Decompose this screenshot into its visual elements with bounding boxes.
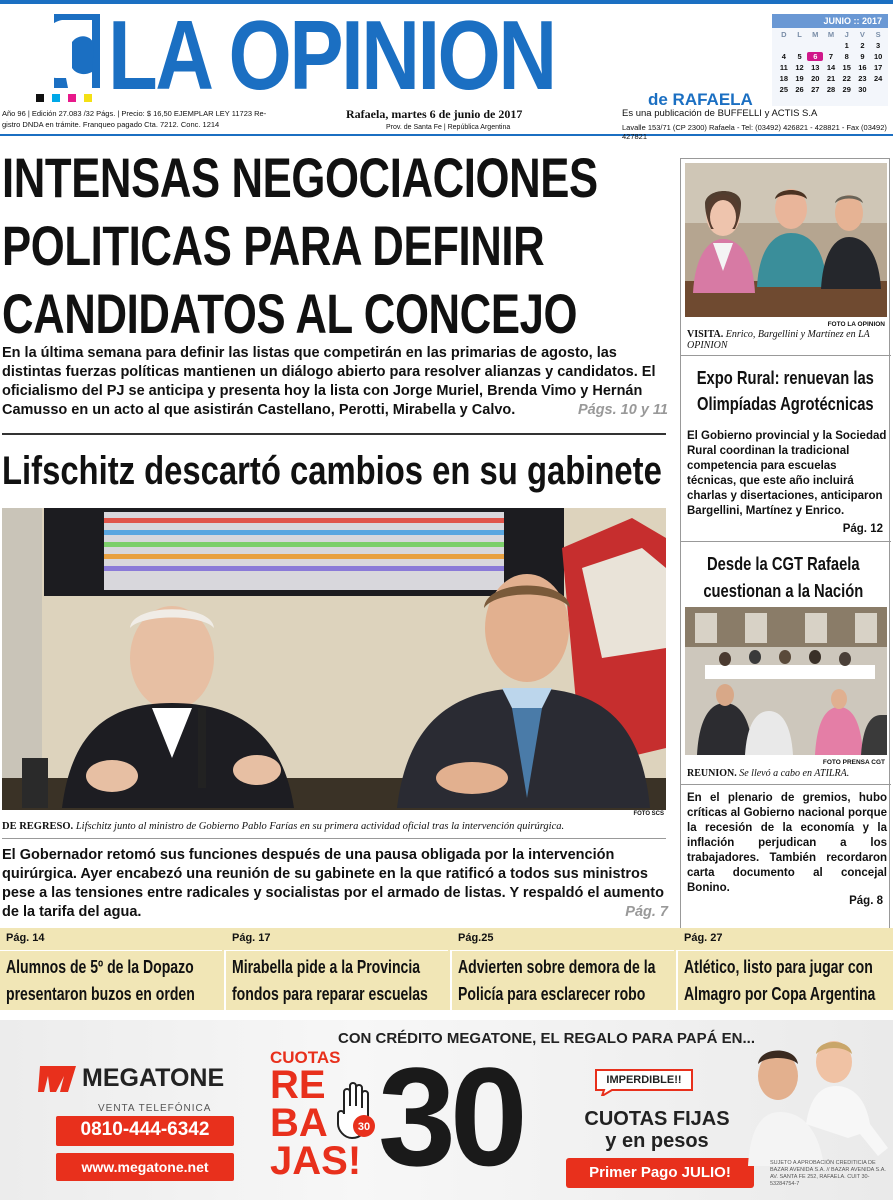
calendar-day: 15 — [842, 63, 851, 72]
calendar-day: 4 — [781, 52, 786, 61]
photo-visita — [685, 163, 887, 317]
main-headline-line: CANDIDATOS AL CONCEJO — [2, 282, 578, 345]
calendar-day-of-week: M — [812, 30, 819, 39]
calendar-day-of-week: V — [859, 30, 865, 39]
teaser-bar — [0, 928, 893, 1010]
teaser-title-line: Mirabella pide a la Provincia — [232, 957, 421, 977]
hand-icon — [334, 1080, 382, 1140]
address-line: Lavalle 153/71 (CP 2300) Rafaela - Tel: (03492) 426821 - 428821 - Fax (03492) 427821 — [622, 123, 887, 141]
calendar-day: 20 — [811, 74, 820, 83]
calendar-day: 19 — [795, 74, 804, 83]
calendar-day: 7 — [828, 52, 834, 61]
caption-lead: VISITA. — [687, 329, 724, 340]
divider — [681, 355, 891, 356]
teaser-title — [232, 954, 450, 1008]
issue-date: Rafaela, martes 6 de junio de 2017 — [346, 107, 523, 121]
ad-cuotas-label: CUOTAS — [270, 1048, 341, 1067]
calendar — [772, 14, 888, 106]
photo-caption — [687, 768, 887, 779]
calendar-day: 28 — [826, 85, 836, 94]
cgt-body: En el plenario de gremios, hubo críticas al Gobierno nacional porque la recesión de la economía y la inflación perjudican a los trabajadores. También recordaron carta documento al concejal Bonino. — [687, 792, 887, 894]
divider — [226, 950, 448, 951]
edition-line-2: gistro DNDA en trámite. Franqueo pagado Cta. 7212. Conc. 1214 — [2, 120, 220, 129]
calendar-day: 25 — [779, 85, 789, 94]
photo-caption — [2, 821, 666, 832]
teaser-title-line: Advierten sobre demora de la — [458, 957, 656, 977]
second-headline[interactable]: Lifschitz descartó cambios en su gabinete — [2, 449, 662, 493]
teaser-page: Pág. 17 — [232, 932, 271, 944]
publisher-line: Es una publicación de BUFFELLI y ACTIS S.A — [622, 108, 818, 119]
calendar-day: 9 — [860, 52, 865, 61]
ad-rebajas-line: RE — [270, 1063, 326, 1107]
teaser-title-line: Policía para esclarecer robo — [458, 984, 646, 1004]
calendar-day: 27 — [811, 85, 820, 94]
ad-fijas-line: y en pesos — [605, 1130, 709, 1152]
calendar-day: 12 — [795, 63, 804, 72]
newspaper-title: LA OPINION — [108, 0, 555, 110]
photo-governor-illustration — [2, 508, 666, 810]
calendar-day-of-week: D — [781, 30, 787, 39]
caption-text: Se llevó a cabo en ATILRA. — [736, 768, 850, 779]
calendar-day — [792, 41, 808, 50]
teaser-title-line: presentaron buzos en orden — [6, 984, 195, 1004]
teaser-page: Pág.25 — [458, 932, 494, 944]
calendar-day: 16 — [858, 63, 867, 72]
calendar-day: 22 — [842, 74, 851, 83]
cgt-headline[interactable]: Desde la CGT Rafaela cuestionan a la Nación — [703, 554, 864, 601]
ad-rebajas-line: JAS! — [270, 1139, 362, 1183]
calendar-day: 11 — [779, 63, 788, 72]
second-lead-text: El Gobernador retomó sus funciones después de una pausa obligada por la intervención quirúrgica. Ayer encabezó una reunión de su gabinete en la que ratificó a todos sus ministros pese a las tensiones entre radicales y socialistas por el armado de listas. Y respaldó el aumento de la tarifa del agua. — [2, 847, 664, 920]
calendar-day: 24 — [873, 74, 883, 83]
calendar-day: 5 — [797, 52, 802, 61]
calendar-day: 3 — [876, 41, 881, 50]
divider — [0, 950, 222, 951]
divider — [678, 950, 893, 951]
main-headline-line: POLITICAS PARA DEFINIR — [2, 214, 545, 277]
calendar-day-of-week: J — [844, 30, 849, 39]
calendar-day: 21 — [826, 74, 836, 83]
divider — [681, 541, 891, 542]
photo-visita-illustration — [685, 163, 887, 317]
ad-top-line: CON CRÉDITO MEGATONE, EL REGALO PARA PAPÁ EN... — [338, 1030, 755, 1047]
ad-imperdible: IMPERDIBLE!! — [606, 1074, 682, 1086]
caption-lead: DE REGRESO. — [2, 821, 74, 832]
calendar-day: 29 — [842, 85, 851, 94]
ad-phone[interactable]: 0810-444-6342 — [56, 1116, 234, 1146]
teaser-title-line: fondos para reparar escuelas — [232, 984, 428, 1004]
megatone-ad[interactable] — [0, 1020, 893, 1200]
main-lead-text: En la última semana para definir las listas que competirán en las primarias de agosto, las distintas fuerzas políticas mantienen un diálogo abierto para resolver alianzas y candidatos. El oficialismo del PJ se anticipa y presenta hoy la lista con Jorge Muriel, Brenda Vimo y Hernán Camusso en un acto al que asistirán Castellano, Perotti, Mirabella y Calvo. — [2, 345, 656, 418]
teaser-title-line: Alumnos de 5º de la Dopazo — [6, 957, 194, 977]
calendar-day: 10 — [873, 52, 883, 61]
teaser-title — [458, 954, 676, 1008]
teaser-item[interactable] — [226, 928, 448, 1010]
main-headline[interactable] — [2, 144, 681, 348]
teaser-item[interactable] — [452, 928, 674, 1010]
hand-number: 30 — [357, 1121, 371, 1133]
calendar-day: 14 — [826, 63, 836, 72]
teaser-page: Pág. 27 — [684, 932, 723, 944]
teaser-page: Pág. 14 — [6, 932, 45, 944]
divider — [681, 784, 891, 785]
teaser-title — [6, 954, 224, 1008]
ad-big-number: 30 — [378, 1038, 522, 1195]
photo-credit: FOTO PRENSA CGT — [822, 759, 885, 766]
photo-reunion — [685, 607, 887, 755]
calendar-day: 30 — [858, 85, 867, 94]
calendar-day-of-week: S — [875, 30, 881, 39]
calendar-day-of-week: L — [797, 30, 802, 39]
father-child-photo — [748, 1028, 893, 1166]
calendar-day — [807, 41, 823, 50]
edition-line-1: Año 96 | Edición 27.083 /32 Págs. | Precio: $ 16,50 EJEMPLAR LEY 11723 Re- — [2, 109, 267, 118]
ad-rebajas-line: BA — [270, 1101, 328, 1145]
teaser-title-line: Atlético, listo para jugar con — [684, 957, 873, 977]
photo-credit: FOTO LA OPINION — [827, 321, 885, 328]
calendar-day: 1 — [844, 41, 849, 50]
calendar-day: 13 — [811, 63, 820, 72]
divider — [2, 838, 666, 839]
divider — [452, 950, 674, 951]
masthead — [0, 0, 893, 110]
ad-fijas-line: CUOTAS FIJAS — [584, 1108, 730, 1130]
second-story-lead — [2, 846, 668, 922]
caption-text: Lifschitz junto al ministro de Gobierno Pablo Farías en su primera actividad oficial tras la intervención quirúrgica. — [73, 821, 565, 832]
photo-reunion-illustration — [685, 607, 887, 755]
calendar-day: 26 — [795, 85, 804, 94]
expo-rural-headline[interactable]: Expo Rural: renuevan las Olimpíadas Agrotécnicas — [696, 368, 874, 414]
ad-website[interactable]: www.megatone.net — [56, 1153, 234, 1181]
ad-venta-label: VENTA TELEFÓNICA — [98, 1103, 212, 1114]
expo-rural-body: El Gobierno provincial y la Sociedad Rural coordinan la tradicional competencia para escuelas técnicas, que este año incluirá charlas y disertaciones, anticiparon Bargellini, Martínez y Enrico. — [687, 430, 887, 517]
reader-silhouette-icon — [32, 12, 104, 92]
province-line: Prov. de Santa Fe | República Argentina — [386, 124, 511, 131]
caption-lead: REUNION. — [687, 768, 737, 779]
calendar-header: JUNIO :: 2017 — [772, 14, 888, 28]
teaser-title-line: Almagro por Copa Argentina — [684, 984, 876, 1004]
info-strip — [0, 106, 893, 141]
right-column — [680, 158, 890, 930]
calendar-day: 6 — [807, 52, 823, 61]
expo-rural-page[interactable]: Pág. 12 — [842, 523, 883, 535]
second-story-pages[interactable]: Pág. 7 — [625, 904, 668, 920]
photo-governor — [2, 508, 666, 810]
calendar-day — [870, 85, 886, 94]
divider — [2, 433, 666, 435]
calendar-grid — [776, 30, 886, 94]
cgt-page[interactable]: Pág. 8 — [849, 895, 883, 907]
main-story-lead — [2, 344, 668, 420]
photo-credit: FOTO SCS — [633, 811, 664, 817]
newspaper-subtitle: de RAFAELA — [648, 90, 753, 109]
photo-caption — [687, 329, 887, 351]
calendar-day — [823, 41, 839, 50]
caption-text: Enrico, Bargellini y Martínez en LA OPINION — [687, 329, 870, 351]
calendar-day-of-week: M — [827, 30, 835, 39]
ad-legal-text: SUJETO A APROBACIÓN CREDITICIA DE BAZAR AVENIDA S.A. // BAZAR AVENIDA S.A. AV. SANTA FE 252, RAFAELA. CUIT 30-53284754-7 — [770, 1160, 886, 1187]
color-registration-icon — [36, 94, 96, 102]
teaser-item[interactable] — [678, 928, 893, 1010]
calendar-day: 18 — [779, 74, 789, 83]
calendar-day: 23 — [858, 74, 867, 83]
main-story-pages[interactable]: Págs. 10 y 11 — [577, 402, 668, 418]
main-headline-line: INTENSAS NEGOCIACIONES — [2, 146, 598, 209]
teaser-item[interactable] — [0, 928, 222, 1010]
ad-brand: MEGATONE — [82, 1064, 225, 1092]
calendar-day: 17 — [873, 63, 883, 72]
calendar-day: 2 — [860, 41, 865, 50]
calendar-day: 8 — [844, 52, 849, 61]
ad-primer-pago[interactable]: Primer Pago JULIO! — [566, 1158, 754, 1188]
teaser-title — [684, 954, 893, 1008]
ad-cuotas-fijas — [572, 1108, 742, 1152]
edition-info — [2, 108, 272, 130]
calendar-day — [776, 41, 792, 50]
